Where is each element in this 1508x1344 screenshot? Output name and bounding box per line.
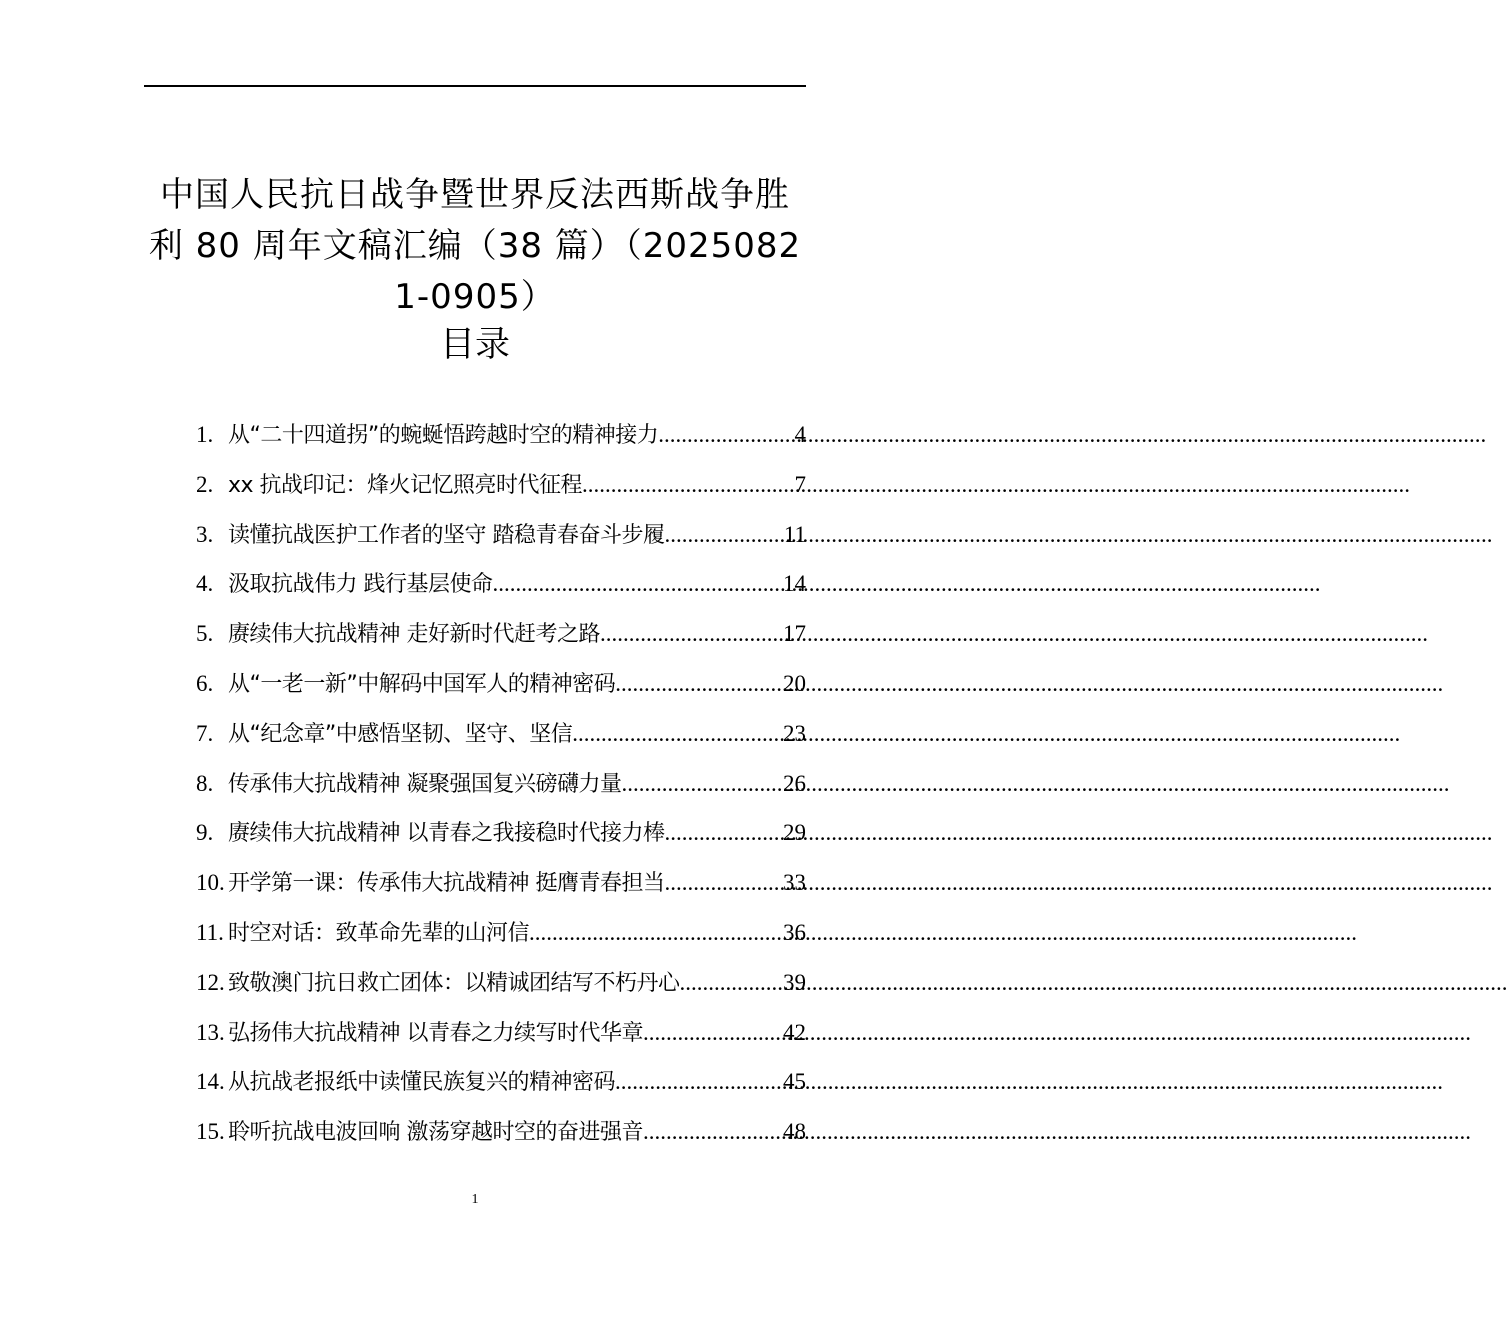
toc-entry-page: 48 <box>783 1119 806 1145</box>
toc-entry-title: 从“一老一新”中解码中国军人的精神密码 <box>228 671 616 697</box>
toc-entry-title: 弘扬伟大抗战精神 以青春之力续写时代华章 <box>228 1020 643 1046</box>
toc-entry-title: 赓续伟大抗战精神 以青春之我接稳时代接力棒 <box>228 821 665 847</box>
toc-entry-number: 11. <box>196 919 224 945</box>
dot-leader <box>665 522 784 548</box>
toc-entry-title: 聆听抗战电波回响 激荡穿越时空的奋进强音 <box>228 1120 643 1146</box>
toc-entry-page: 20 <box>783 670 806 696</box>
toc-entry[interactable] <box>196 816 806 866</box>
toc-entry[interactable] <box>196 1065 806 1115</box>
toc-entry-page: 4 <box>794 422 806 447</box>
dot-leader <box>643 1119 783 1145</box>
toc-entry[interactable] <box>196 617 806 667</box>
toc-entry[interactable] <box>196 966 806 1016</box>
dot-leader <box>529 920 783 946</box>
toc-entry-title: xx 抗战印记：烽火记忆照亮时代征程 <box>228 472 583 498</box>
toc-entry-title: 开学第一课：传承伟大抗战精神 挺膺青春担当 <box>228 871 665 897</box>
toc-entry[interactable] <box>196 1016 806 1066</box>
toc-entry-page: 33 <box>783 870 806 896</box>
toc-entry-page: 17 <box>783 621 806 647</box>
page-number: 1 <box>471 1192 479 1207</box>
toc-entry-number: 8. <box>196 770 214 796</box>
toc-entry-title: 从“二十四道拐”的蜿蜒悟跨越时空的精神接力 <box>228 423 659 448</box>
toc-entry-number: 4. <box>196 571 214 597</box>
toc-entry-number: 14. <box>196 1069 225 1095</box>
toc-heading: 目录 <box>439 325 510 365</box>
dot-leader <box>615 1069 783 1095</box>
title-line-1: 中国人民抗日战争暨世界反法西斯战争胜 <box>160 175 790 215</box>
dot-leader <box>665 870 784 896</box>
toc-entry-title: 汲取抗战伟力 践行基层使命 <box>228 572 493 598</box>
title-line-2: 利 80 周年文稿汇编（38 篇）（2025082 <box>148 226 802 266</box>
dot-leader <box>572 721 783 747</box>
dot-leader <box>643 1020 783 1046</box>
toc-entry-number: 5. <box>196 621 214 647</box>
dot-leader <box>665 820 784 846</box>
toc-entry-page: 45 <box>783 1069 806 1095</box>
dot-leader <box>622 771 784 797</box>
toc-entry-page: 26 <box>783 770 806 796</box>
toc-entry-number: 13. <box>196 1019 225 1045</box>
toc-entry-title: 时空对话：致革命先辈的山河信 <box>228 920 530 946</box>
toc-entry-title: 传承伟大抗战精神 凝聚强国复兴磅礴力量 <box>228 771 622 797</box>
toc-entry-page: 23 <box>783 720 806 746</box>
toc-entry-number: 3. <box>196 521 214 547</box>
toc-entry-number: 15. <box>196 1119 225 1145</box>
document-title <box>140 170 810 323</box>
toc-entry-page: 39 <box>783 969 806 995</box>
toc-entry[interactable] <box>196 1115 806 1165</box>
toc-entry-number: 10. <box>196 870 225 896</box>
toc-entry-number: 12. <box>196 969 225 995</box>
toc-entry[interactable] <box>196 866 806 916</box>
toc-entry-title: 从抗战老报纸中读懂民族复兴的精神密码 <box>228 1070 616 1096</box>
toc-entry[interactable] <box>196 667 806 717</box>
toc-entry[interactable] <box>196 916 806 966</box>
toc-entry-page: 7 <box>794 471 806 497</box>
toc-entry-number: 6. <box>196 670 214 696</box>
toc-entry-title: 致敬澳门抗日救亡团体：以精诚团结写不朽丹心 <box>228 970 680 996</box>
dot-leader <box>600 621 783 647</box>
header-rule <box>144 85 806 87</box>
dot-leader <box>493 571 784 597</box>
toc-entry-page: 11 <box>783 521 806 547</box>
toc-entry-number: 7. <box>196 720 214 746</box>
toc-entry-number: 9. <box>196 820 214 846</box>
toc-entry[interactable] <box>196 567 806 617</box>
toc-entry-number: 2. <box>196 471 214 497</box>
toc-entry[interactable] <box>196 468 806 518</box>
toc-entry[interactable] <box>196 767 806 817</box>
dot-leader <box>680 970 783 996</box>
toc-entry-title: 读懂抗战医护工作者的坚守 踏稳青春奋斗步履 <box>228 522 665 548</box>
toc-entry[interactable] <box>196 717 806 767</box>
toc-entry[interactable] <box>196 518 806 568</box>
dot-leader <box>582 472 794 498</box>
toc-entry-page: 36 <box>783 919 806 945</box>
toc-entry-title: 从“纪念章”中感悟坚韧、坚守、坚信 <box>228 721 573 747</box>
toc-entry-page: 14 <box>783 571 806 597</box>
toc-entry-number: 1. <box>196 422 214 447</box>
title-line-3: 1-0905） <box>394 277 556 317</box>
toc-entry-title: 赓续伟大抗战精神 走好新时代赶考之路 <box>228 622 600 648</box>
toc-entry-page: 29 <box>783 820 806 846</box>
toc-entry[interactable] <box>196 418 806 468</box>
table-of-contents <box>196 418 806 1165</box>
dot-leader <box>658 422 794 448</box>
dot-leader <box>615 671 783 697</box>
toc-entry-page: 42 <box>783 1019 806 1045</box>
